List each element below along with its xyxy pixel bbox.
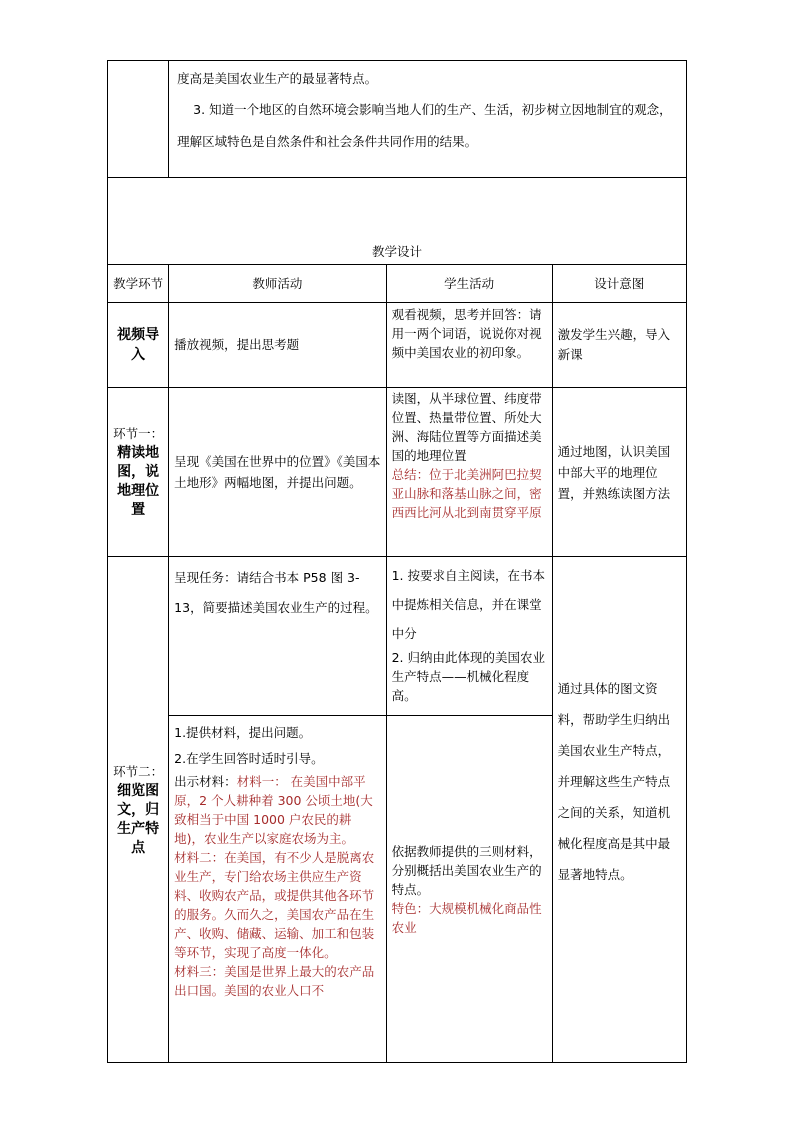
material-1-text: 材料一： 在美国中部平原，2 个人耕种着 300 公顷土地(大致相当于中国 1000 户农民的耕地)，农业生产以家庭农场为主。 [174,774,373,846]
map-student-cell [386,388,552,557]
video-stage-title: 视频导入 [117,327,160,363]
text-teacher-b1: 1.提供材料，提出问题。 [174,725,312,740]
map-stage-title: 精读地图，说地理位置 [117,445,160,518]
objectives-left-cell [108,61,169,178]
lesson-plan-table [107,60,687,1063]
header-row [108,265,687,303]
map-student-text: 读图，从半球位置、纬度带位置、热量带位置、所处大洲、海陆位置等方面描述美国的地理位置 [391,391,542,463]
text-stage-prefix: 环节二： [113,763,164,779]
video-intent-cell: 激发学生兴趣，导入新课 [552,303,686,388]
map-stage-cell [108,388,169,557]
text-teacher-a: 呈现任务：请结合书本 P58 图 3-13，简要描述美国农业生产的过程。 [174,570,378,615]
material-3-text: 美国是世界上最大的农产品出口国。美国的农业人口不 [174,964,375,998]
video-student-cell: 观看视频，思考并回答：请用一两个词语，说说你对视频中美国农业的初印象。 [386,303,552,388]
video-stage-cell [108,303,169,388]
text-student-a2: 2. 归纳由此体现的美国农业生产特点——机械化程度高。 [391,650,545,703]
design-title-row [108,178,687,265]
text-teacher-a-cell [169,557,386,716]
header-stage: 教学环节 [108,265,169,303]
material-3-label: 材料三： [174,964,225,979]
objective-point-3: 3. 知道一个地区的自然环境会影响当地人们的生产、生活，初步树立因地制宜的观念，理解区域特色是自然条件和社会条件共同作用的结果。 [177,102,672,149]
text-student-a-cell [386,557,552,716]
text-intent: 通过具体的图文资料，帮助学生归纳出美国农业生产特点，并理解这些生产特点之间的关系，知道机械化程度高是其中最显著地特点。 [557,681,671,882]
text-row-a [108,557,687,716]
text-teacher-b2: 2.在学生回答时适时引导。 [174,751,324,766]
map-row [108,388,687,557]
map-intent-cell: 通过地图，认识美国中部大平的地理位置，并熟练读图方法 [552,388,686,557]
text-stage-title: 细览图文，归生产特点 [117,782,160,856]
material-3 [174,962,380,1000]
map-student-summary: 总结：位于北美洲阿巴拉契亚山脉和落基山脉之间，密西西比河从北到南贯穿平原 [391,467,542,520]
objective-line-1: 度高是美国农业生产的最显著特点。 [177,71,378,86]
map-teacher-cell: 呈现《美国在世界中的位置》《美国本土地形》两幅地图，并提出问题。 [169,388,386,557]
text-student-a1: 1. 按要求自主阅读，在书本中提炼相关信息，并在课堂中分 [391,568,545,641]
text-student-b-feature: 特色：大规模机械化商品性农业 [391,900,542,935]
material-2-text: 在美国，有不少人是脱离农业生产，专门给农场主供应生产资料、收购农产品，或提供其他各环节的服务。久而久之，美国农产品在生产、收购、储藏、运输、加工和包装等环节，实现了高度一体化。 [174,850,375,960]
text-stage-cell [108,557,169,1063]
video-teacher-cell: 播放视频，提出思考题 [169,303,386,388]
objectives-cell [169,61,687,178]
text-teacher-b-cell [169,716,386,1063]
map-stage-prefix: 环节一： [113,426,164,441]
material-1 [174,772,380,848]
video-row [108,303,687,388]
material-2 [174,848,380,962]
text-student-b-cell [386,716,552,1063]
design-title: 教学设计 [108,178,687,265]
text-student-b: 依据教师提供的三则材料，分别概括出美国农业生产的特点。 [391,843,542,897]
material-1-label: 出示材料： [174,774,237,789]
header-teacher: 教师活动 [169,265,386,303]
text-intent-cell [552,557,686,1063]
material-2-label: 材料二： [174,850,225,865]
objectives-row [108,61,687,178]
header-intent: 设计意图 [552,265,686,303]
header-student: 学生活动 [386,265,552,303]
